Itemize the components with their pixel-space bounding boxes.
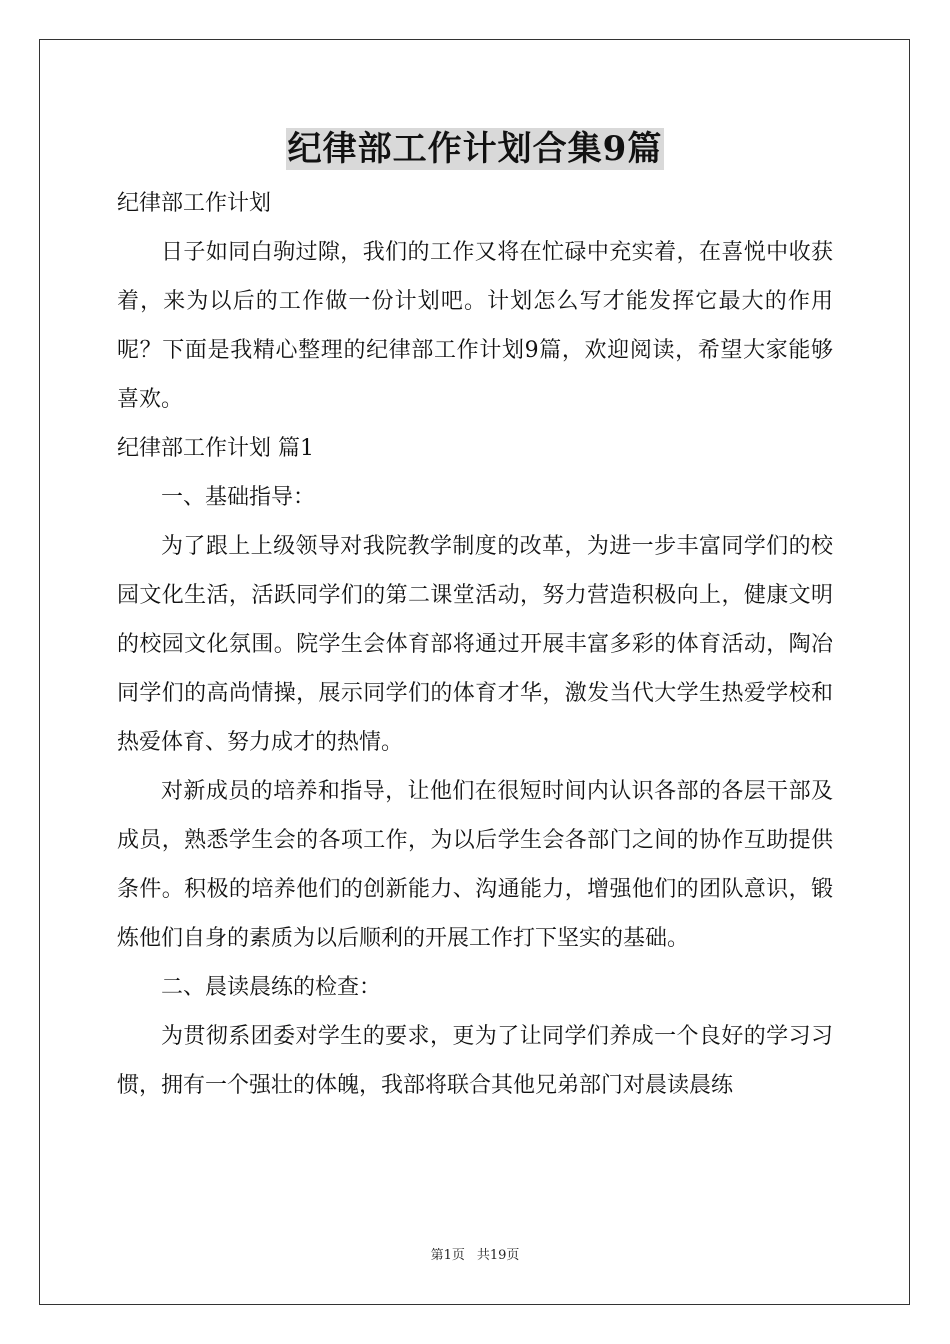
paragraph: 为了跟上上级领导对我院教学制度的改革，为进一步丰富同学们的校园文化生活，活跃同学们的第二课堂活动，努力营造积极向上，健康文明的校园文化氛围。院学生会体育部将通过开展丰富多彩的体育活动，陶冶同学们的高尚情操，展示同学们的体育才华，激发当代大学生热爱学校和热爱体育、努力成才的热情。 [117,534,833,755]
subsection-heading: 二、晨读晨练的检查： [161,975,382,1000]
subsection-heading: 一、基础指导： [161,485,316,510]
document-title: 纪律部工作计划合集9篇 [287,129,663,169]
title-container [0,128,950,170]
paragraph: 对新成员的培养和指导，让他们在很短时间内认识各部的各层干部及成员，熟悉学生会的各项工作，为以后学生会各部门之间的协作互助提供条件。积极的培养他们的创新能力、沟通能力，增强他们的团队意识，锻炼他们自身的素质为以后顺利的开展工作打下坚实的基础。 [117,779,833,951]
document-body [117,179,833,1110]
paragraph: 为贯彻系团委对学生的要求，更为了让同学们养成一个良好的学习习惯，拥有一个强壮的体魄，我部将联合其他兄弟部门对晨读晨练 [117,1024,833,1098]
page-footer [0,1247,950,1265]
paragraph: 纪律部工作计划 [117,191,272,216]
page-number: 第1页 [430,1248,465,1263]
page-total: 共19页 [476,1248,520,1263]
paragraph: 日子如同白驹过隙，我们的工作又将在忙碌中充实着，在喜悦中收获着，来为以后的工作做一份计划吧。计划怎么写才能发挥它最大的作用呢？下面是我精心整理的纪律部工作计划9篇，欢迎阅读，希望大家能够喜欢。 [117,240,833,412]
section-heading: 纪律部工作计划 篇1 [117,436,314,461]
